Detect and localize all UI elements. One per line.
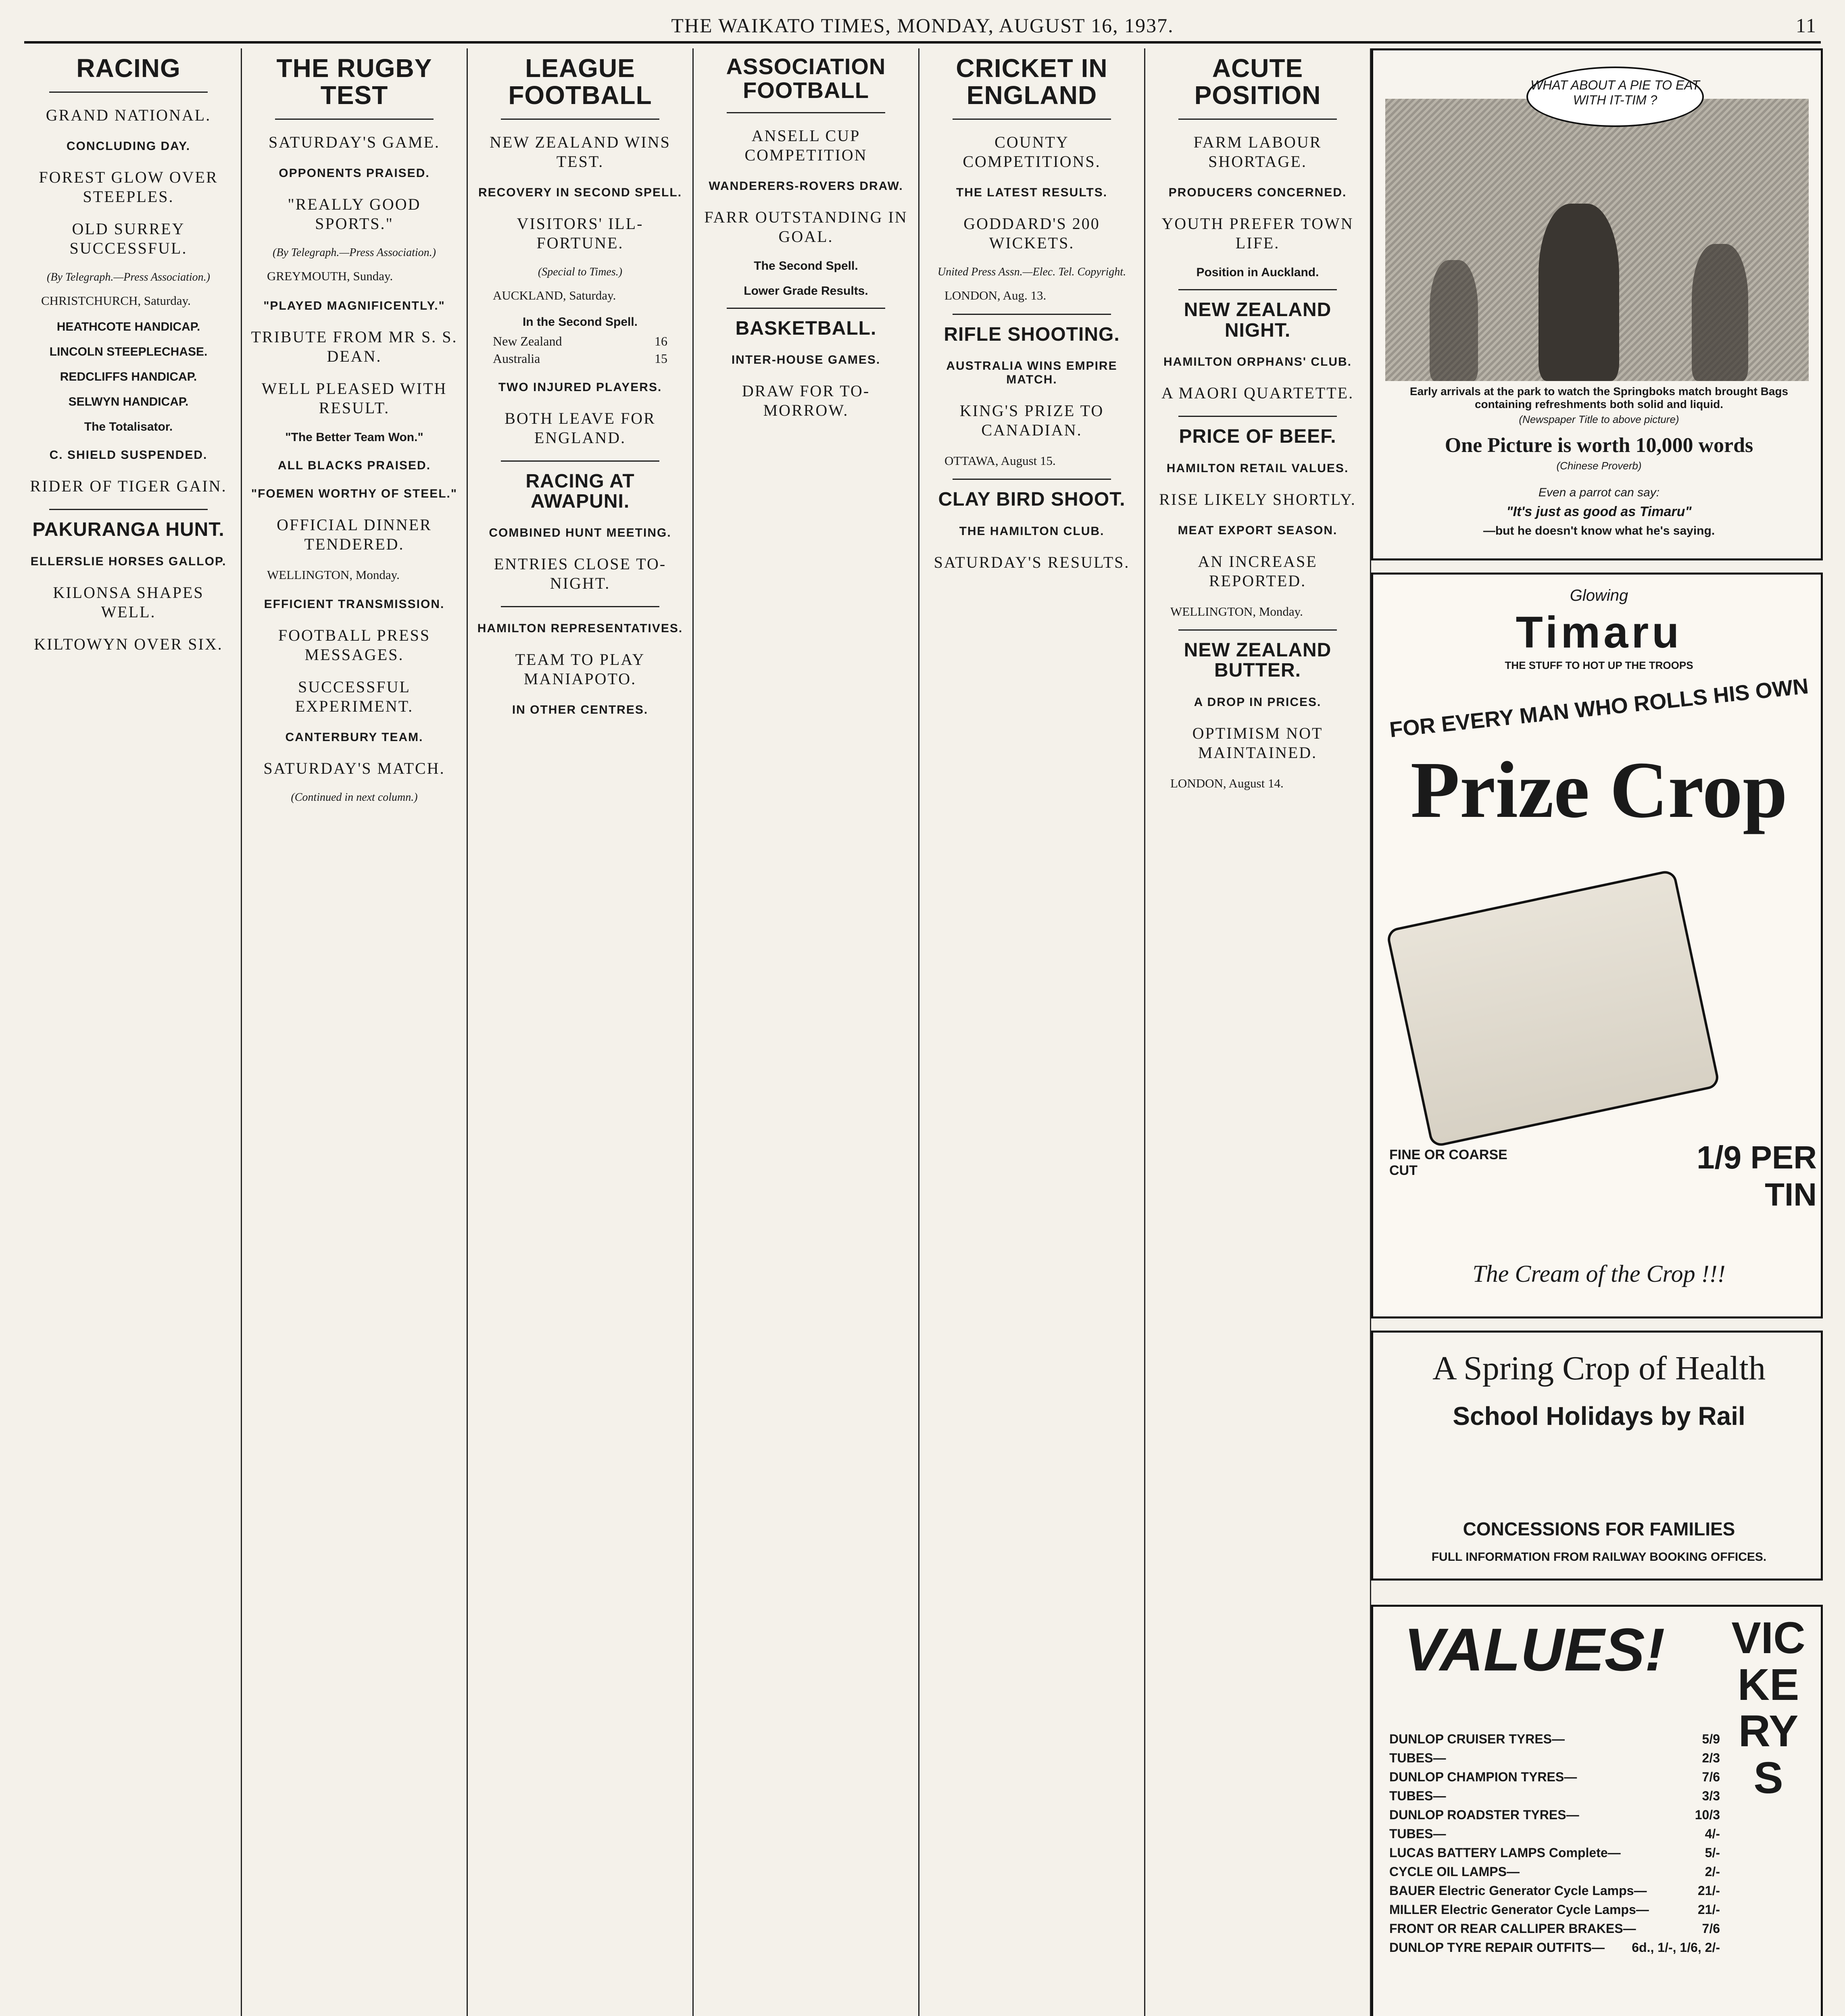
prize-crop-advertisement bbox=[1371, 573, 1823, 1318]
spring-headline: A Spring Crop of Health bbox=[1432, 1350, 1766, 1387]
cricket-column bbox=[919, 48, 1145, 2016]
item-price: 2/- bbox=[1705, 1864, 1720, 1879]
item-price: 6d., 1/-, 1/6, 2/- bbox=[1632, 1940, 1720, 1955]
item-price: 7/6 bbox=[1702, 1921, 1720, 1936]
prize-cream: The Cream of the Crop !!! bbox=[1472, 1260, 1726, 1287]
rugby-dateline: GREYMOUTH, Sunday. bbox=[267, 269, 393, 283]
racing-shield: C. SHIELD SUSPENDED. bbox=[49, 448, 208, 462]
item-name: DUNLOP TYRE REPAIR OUTFITS— bbox=[1389, 1940, 1605, 1955]
item-name: TUBES— bbox=[1389, 1826, 1446, 1841]
railway-advertisement bbox=[1371, 1331, 1823, 1581]
rugby-dinner: OFFICIAL DINNER TENDERED. bbox=[277, 515, 432, 553]
nznight-headline: NEW ZEALAND NIGHT. bbox=[1184, 299, 1332, 341]
league-dateline: AUCKLAND, Saturday. bbox=[493, 288, 616, 303]
rugby-headline: THE RUGBY TEST bbox=[276, 54, 432, 110]
parrot-note: —but he doesn't know what he's saying. bbox=[1483, 524, 1715, 537]
score-pts: 15 bbox=[655, 351, 667, 366]
butter-headline: NEW ZEALAND BUTTER. bbox=[1184, 639, 1332, 681]
acute-headline: ACUTE POSITION bbox=[1194, 54, 1321, 110]
parrot-line: Even a parrot can say: bbox=[1538, 486, 1660, 499]
clay-headline: CLAY BIRD SHOOT. bbox=[938, 489, 1126, 510]
masthead bbox=[24, 8, 1821, 44]
rugby-wellington: WELLINGTON, Monday. bbox=[267, 567, 400, 582]
association-sub-draw: WANDERERS-ROVERS DRAW. bbox=[709, 179, 903, 193]
race-redcliffs: REDCLIFFS HANDICAP. bbox=[60, 370, 197, 384]
clay-club: THE HAMILTON CLUB. bbox=[959, 524, 1105, 538]
ellerslie: ELLERSLIE HORSES GALLOP. bbox=[30, 554, 227, 568]
item-price: 3/3 bbox=[1702, 1789, 1720, 1803]
cricket-headline: CRICKET IN ENGLAND bbox=[956, 54, 1108, 110]
racing-sub-old-surrey: OLD SURREY SUCCESSFUL. bbox=[69, 220, 188, 258]
association-sub-farr: FARR OUTSTANDING IN GOAL. bbox=[704, 208, 908, 246]
item-name: BAUER Electric Generator Cycle Lamps— bbox=[1389, 1883, 1647, 1898]
league-second: In the Second Spell. bbox=[522, 315, 638, 329]
rugby-experiment: SUCCESSFUL EXPERIMENT. bbox=[295, 677, 414, 715]
league-injured: TWO INJURED PLAYERS. bbox=[498, 380, 662, 394]
beef-rise: RISE LIKELY SHORTLY. bbox=[1159, 490, 1356, 508]
rugby-press: FOOTBALL PRESS MESSAGES. bbox=[278, 626, 431, 664]
kiltowyn: KILTOWYN OVER SIX. bbox=[34, 635, 223, 653]
butter-optimism: OPTIMISM NOT MAINTAINED. bbox=[1192, 724, 1323, 762]
meat-export: MEAT EXPORT SEASON. bbox=[1178, 523, 1338, 537]
spring-subhead: School Holidays by Rail bbox=[1453, 1402, 1745, 1431]
racing-credit: (By Telegraph.—Press Association.) bbox=[47, 271, 210, 284]
rugby-foemen: "FOEMEN WORTHY OF STEEL." bbox=[251, 487, 458, 500]
photo-caption-note: (Newspaper Title to above picture) bbox=[1519, 413, 1679, 425]
price-list-item bbox=[1389, 1940, 1720, 1955]
parrot-quote: "It's just as good as Timaru" bbox=[1506, 504, 1692, 519]
acute-sub-youth: YOUTH PREFER TOWN LIFE. bbox=[1161, 215, 1354, 252]
advertisement-column bbox=[1371, 48, 1823, 2016]
nznight-quartette: A MAORI QUARTETTE. bbox=[1161, 384, 1354, 402]
racing-rider: RIDER OF TIGER GAIN. bbox=[30, 477, 227, 496]
cricket-credit: United Press Assn.—Elec. Tel. Copyright. bbox=[937, 266, 1126, 279]
beef-headline: PRICE OF BEEF. bbox=[1179, 426, 1336, 448]
vickerys-vertical: VICKERYS bbox=[1731, 1613, 1805, 1803]
league-sub-wins: NEW ZEALAND WINS TEST. bbox=[490, 133, 671, 171]
awapuni-entries: ENTRIES CLOSE TO-NIGHT. bbox=[494, 555, 667, 593]
prize-price: 1/9 PER TIN bbox=[1697, 1139, 1817, 1212]
item-name: DUNLOP ROADSTER TYRES— bbox=[1389, 1808, 1579, 1822]
page-number: 11 bbox=[1795, 14, 1817, 37]
score-team: New Zealand bbox=[493, 333, 562, 348]
item-price: 4/- bbox=[1705, 1826, 1720, 1841]
racing-sub-forest-glow: FOREST GLOW OVER STEEPLES. bbox=[39, 168, 218, 206]
nznight-orphans: HAMILTON ORPHANS' CLUB. bbox=[1163, 355, 1352, 369]
racing-sub-concluding: CONCLUDING DAY. bbox=[66, 140, 191, 153]
association-sub-ansell: ANSELL CUP COMPETITION bbox=[744, 126, 867, 164]
acute-sub-producers: PRODUCERS CONCERNED. bbox=[1168, 186, 1347, 200]
speech-bubble: WHAT ABOUT A PIE TO EAT WITH IT-TIM ? bbox=[1526, 67, 1704, 127]
beef-retail: HAMILTON RETAIL VALUES. bbox=[1166, 461, 1349, 475]
racing-headline: RACING bbox=[76, 54, 181, 83]
photo-caption: Early arrivals at the park to watch the Springboks match brought Bags containing refreshments both solid and liquid. bbox=[1409, 385, 1789, 410]
league-sub-recovery: RECOVERY IN SECOND SPELL. bbox=[478, 186, 682, 200]
racing-totalisator: The Totalisator. bbox=[84, 420, 173, 434]
rugby-efficient: EFFICIENT TRANSMISSION. bbox=[264, 597, 445, 611]
rugby-sub-saturday: SATURDAY'S GAME. bbox=[269, 133, 440, 152]
league-credit: (Special to Times.) bbox=[538, 266, 623, 279]
price-list-item bbox=[1389, 1826, 1720, 1841]
meat-increase: AN INCREASE REPORTED. bbox=[1198, 552, 1318, 590]
masthead-title: THE WAIKATO TIMES, MONDAY, AUGUST 16, 1937. bbox=[671, 14, 1174, 37]
league-sub-visitors: VISITORS' ILL-FORTUNE. bbox=[517, 215, 644, 252]
awapuni-headline: RACING AT AWAPUNI. bbox=[525, 470, 635, 512]
rugby-blacks: ALL BLACKS PRAISED. bbox=[277, 458, 431, 472]
race-heathcote: HEATHCOTE HANDICAP. bbox=[56, 320, 200, 334]
values-banner: VALUES! bbox=[1404, 1616, 1665, 1683]
league-column bbox=[468, 48, 694, 2016]
item-name: TUBES— bbox=[1389, 1789, 1446, 1803]
clay-saturday: SATURDAY'S RESULTS. bbox=[934, 553, 1130, 571]
rugby-sub-sports: "REALLY GOOD SPORTS." bbox=[288, 195, 421, 233]
item-price: 21/- bbox=[1697, 1902, 1720, 1917]
item-price: 21/- bbox=[1697, 1883, 1720, 1898]
price-list-item bbox=[1389, 1902, 1720, 1917]
item-price: 5/9 bbox=[1702, 1732, 1720, 1746]
prize-cut: FINE OR COARSE CUT bbox=[1389, 1147, 1507, 1178]
basketball-draw: DRAW FOR TO-MORROW. bbox=[742, 381, 870, 419]
item-name: LUCAS BATTERY LAMPS Complete— bbox=[1389, 1845, 1621, 1860]
item-name: MILLER Electric Generator Cycle Lamps— bbox=[1389, 1902, 1649, 1917]
rifle-ottawa: OTTAWA, August 15. bbox=[944, 454, 1056, 468]
springbok-photo bbox=[1385, 99, 1809, 381]
item-price: 2/3 bbox=[1702, 1751, 1720, 1765]
association-headline: ASSOCIATION FOOTBALL bbox=[726, 54, 886, 103]
association-lower: Lower Grade Results. bbox=[744, 284, 868, 298]
rugby-sub-opponents: OPPONENTS PRAISED. bbox=[279, 167, 430, 180]
race-lincoln: LINCOLN STEEPLECHASE. bbox=[49, 345, 208, 359]
meat-wellington: WELLINGTON, Monday. bbox=[1170, 604, 1303, 619]
item-price: 10/3 bbox=[1695, 1808, 1720, 1822]
timaru-tagline: THE STUFF TO HOT UP THE TROOPS bbox=[1505, 659, 1693, 671]
league-maniapoto: TEAM TO PLAY MANIAPOTO. bbox=[515, 650, 645, 688]
price-list-item bbox=[1389, 1770, 1720, 1785]
score-team: Australia bbox=[493, 351, 540, 366]
rifle-headline: RIFLE SHOOTING. bbox=[944, 323, 1120, 345]
pakuranga-headline: PAKURANGA HUNT. bbox=[32, 519, 225, 541]
score-row bbox=[493, 351, 667, 366]
cricket-dateline: LONDON, Aug. 13. bbox=[944, 288, 1047, 303]
item-price: 5/- bbox=[1705, 1845, 1720, 1860]
price-list-item bbox=[1389, 1864, 1720, 1879]
tobacco-tin bbox=[1386, 869, 1721, 1148]
acute-sub-labour: FARM LABOUR SHORTAGE. bbox=[1193, 133, 1322, 171]
race-selwyn: SELWYN HANDICAP. bbox=[68, 395, 189, 409]
item-name: DUNLOP CRUISER TYRES— bbox=[1389, 1732, 1565, 1746]
item-name: DUNLOP CHAMPION TYRES— bbox=[1389, 1770, 1577, 1784]
item-name: FRONT OR REAR CALLIPER BRAKES— bbox=[1389, 1921, 1636, 1936]
item-price: 7/6 bbox=[1702, 1770, 1720, 1784]
prize-tagline: FOR EVERY MAN WHO ROLLS HIS OWN bbox=[1388, 674, 1810, 742]
cricket-sub-latest: THE LATEST RESULTS. bbox=[956, 186, 1108, 200]
vickerys-price-list bbox=[1389, 1728, 1720, 1959]
rugby-column bbox=[242, 48, 468, 2016]
league-hamilton: HAMILTON REPRESENTATIVES. bbox=[477, 622, 683, 635]
butter-drop: A DROP IN PRICES. bbox=[1194, 695, 1322, 709]
glowing-logo: Glowing bbox=[1570, 587, 1628, 604]
league-centres: IN OTHER CENTRES. bbox=[512, 703, 648, 717]
association-second: The Second Spell. bbox=[754, 259, 858, 273]
kilonsa: KILONSA SHAPES WELL. bbox=[53, 583, 204, 621]
price-list-item bbox=[1389, 1751, 1720, 1766]
picture-worth: One Picture is worth 10,000 words bbox=[1445, 434, 1753, 457]
rugby-played: "PLAYED MAGNIFICENTLY." bbox=[263, 299, 445, 312]
rifle-empire: AUSTRALIA WINS EMPIRE MATCH. bbox=[946, 359, 1117, 387]
cricket-sub-goddard: GODDARD'S 200 WICKETS. bbox=[963, 215, 1100, 252]
racing-column bbox=[16, 48, 242, 2016]
cricket-sub-county: COUNTY COMPETITIONS. bbox=[963, 133, 1101, 171]
league-headline: LEAGUE FOOTBALL bbox=[508, 54, 652, 110]
price-list-item bbox=[1389, 1883, 1720, 1898]
timaru-logo: Timaru bbox=[1516, 608, 1682, 657]
price-list-item bbox=[1389, 1845, 1720, 1860]
awapuni-combined: COMBINED HUNT MEETING. bbox=[489, 526, 671, 540]
rugby-canterbury: CANTERBURY TEAM. bbox=[285, 730, 423, 744]
rugby-saturday-match: SATURDAY'S MATCH. bbox=[263, 759, 445, 777]
score-row bbox=[493, 334, 667, 349]
rugby-pleased: WELL PLEASED WITH RESULT. bbox=[261, 379, 447, 417]
item-name: CYCLE OIL LAMPS— bbox=[1389, 1864, 1520, 1879]
spring-concessions: CONCESSIONS FOR FAMILIES bbox=[1463, 1518, 1735, 1539]
butter-london: LONDON, August 14. bbox=[1170, 776, 1284, 790]
rugby-continued: (Continued in next column.) bbox=[291, 791, 418, 804]
rugby-better: "The Better Team Won." bbox=[285, 430, 423, 444]
item-name: TUBES— bbox=[1389, 1751, 1446, 1765]
basketball-headline: BASKETBALL. bbox=[735, 317, 877, 339]
rifle-kings: KING'S PRIZE TO CANADIAN. bbox=[959, 402, 1104, 439]
association-column bbox=[694, 48, 919, 2016]
rugby-tribute: TRIBUTE FROM MR S. S. DEAN. bbox=[251, 327, 458, 365]
acute-column bbox=[1145, 48, 1371, 2016]
acute-position-auckland: Position in Auckland. bbox=[1196, 266, 1319, 279]
prize-crop-logo: Prize Crop bbox=[1410, 746, 1788, 835]
timaru-advertisement bbox=[1371, 48, 1823, 560]
price-list-item bbox=[1389, 1789, 1720, 1804]
vickerys-advertisement bbox=[1371, 1605, 1823, 2016]
price-list-item bbox=[1389, 1921, 1720, 1936]
rugby-credit: (By Telegraph.—Press Association.) bbox=[273, 246, 436, 259]
price-list-item bbox=[1389, 1732, 1720, 1747]
racing-dateline: CHRISTCHURCH, Saturday. bbox=[41, 294, 191, 308]
spring-info: FULL INFORMATION FROM RAILWAY BOOKING OFFICES. bbox=[1431, 1550, 1767, 1564]
price-list-item bbox=[1389, 1808, 1720, 1822]
score-pts: 16 bbox=[655, 333, 667, 348]
proverb: (Chinese Proverb) bbox=[1556, 460, 1642, 472]
basketball-interhouse: INTER-HOUSE GAMES. bbox=[731, 353, 881, 367]
racing-sub-grand-national: GRAND NATIONAL. bbox=[46, 106, 211, 125]
league-leave: BOTH LEAVE FOR ENGLAND. bbox=[505, 409, 656, 447]
